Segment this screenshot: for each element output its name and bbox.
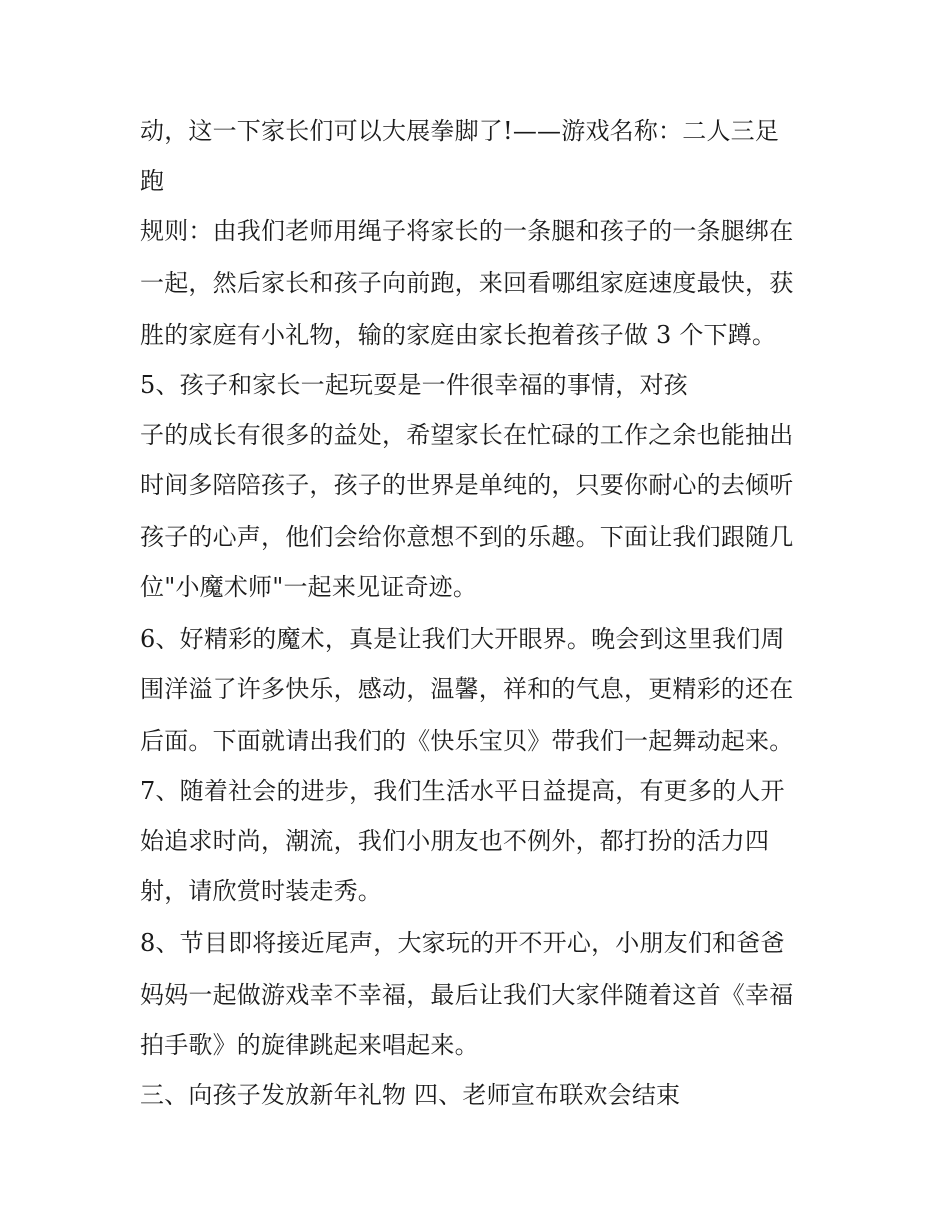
text-line: 8、节目即将接近尾声，大家玩的开不开心，小朋友们和爸爸 — [140, 929, 785, 957]
text-line: 6、好精彩的魔术，真是让我们大开眼界。晚会到这里我们周 — [140, 625, 785, 653]
text-line: 跑 — [140, 167, 165, 195]
text-line: 拍手歌》的旋律跳起来唱起来。 — [140, 1031, 479, 1059]
text-line: 三、向孩子发放新年礼物 四、老师宣布联欢会结束 — [140, 1081, 681, 1109]
text-line: 位"小魔术师"一起来见证奇迹。 — [140, 573, 478, 601]
text-line: 射，请欣赏时装走秀。 — [140, 877, 382, 905]
text-line: 5、孩子和家长一起玩耍是一件很幸福的事情，对孩 — [140, 371, 688, 399]
text-line: 孩子的心声，他们会给你意想不到的乐趣。下面让我们跟随几 — [140, 523, 794, 551]
text-line: 子的成长有很多的益处，希望家长在忙碌的工作之余也能抽出 — [140, 421, 794, 449]
text-line: 动，这一下家长们可以大展拳脚了!——游戏名称：二人三足 — [140, 117, 780, 145]
text-line: 规则：由我们老师用绳子将家长的一条腿和孩子的一条腿绑在 — [140, 217, 794, 245]
text-line: 胜的家庭有小礼物，输的家庭由家长抱着孩子做 3 个下蹲。 — [140, 321, 777, 349]
text-line: 一起，然后家长和孩子向前跑，来回看哪组家庭速度最快，获 — [140, 269, 794, 297]
text-line: 始追求时尚，潮流，我们小朋友也不例外，都打扮的活力四 — [140, 827, 770, 855]
text-line: 时间多陪陪孩子，孩子的世界是单纯的，只要你耐心的去倾听 — [140, 471, 794, 499]
text-line: 7、随着社会的进步，我们生活水平日益提高，有更多的人开 — [140, 777, 785, 805]
text-line: 围洋溢了许多快乐，感动，温馨，祥和的气息，更精彩的还在 — [140, 675, 794, 703]
text-line: 妈妈一起做游戏幸不幸福，最后让我们大家伴随着这首《幸福 — [140, 981, 794, 1009]
text-line: 后面。下面就请出我们的《快乐宝贝》带我们一起舞动起来。 — [140, 727, 794, 755]
